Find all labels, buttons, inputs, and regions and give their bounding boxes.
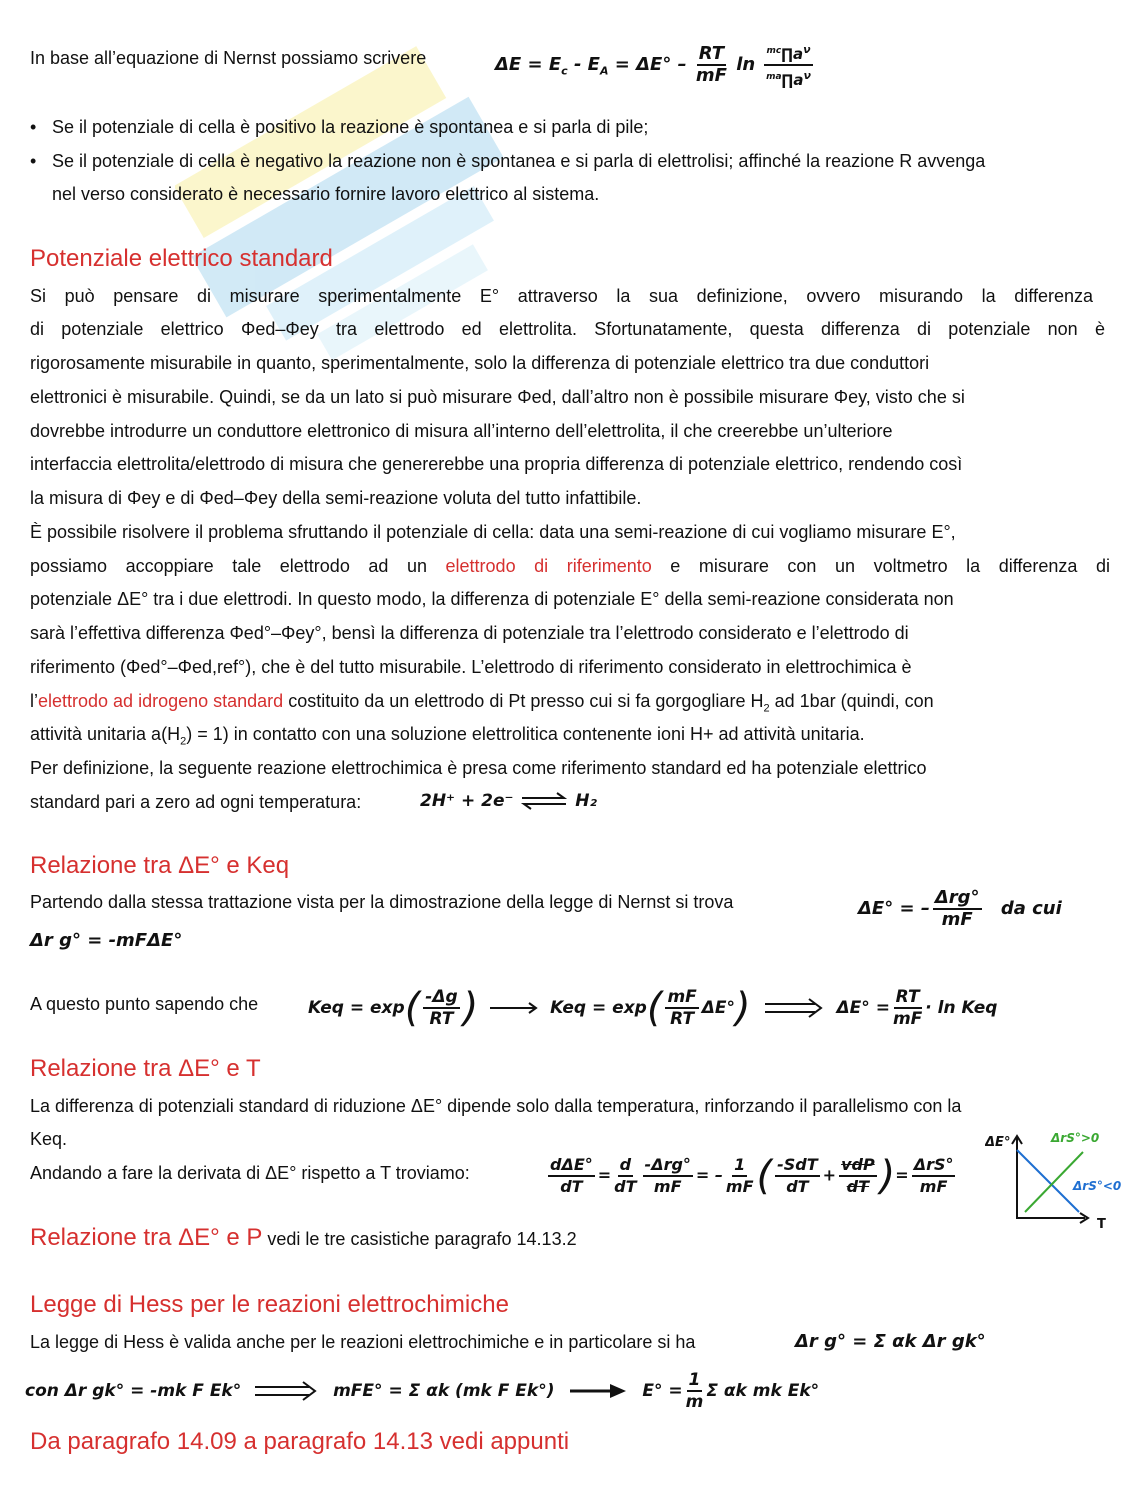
paragraph-line: elettronici è misurabile. Quindi, se da un lato si può misurare Φed, dall’altro non è possibile misurare Φey, visto che si bbox=[30, 387, 965, 407]
nernst-intro-text: In base all’equazione di Nernst possiamo scrivere bbox=[30, 48, 427, 68]
paragraph-line: di potenziale elettrico Φed–Φey tra elettrodo ed elettrolita. Sfortunatamente, questa differenza di potenziale non è bbox=[30, 319, 1105, 339]
equilibrium-arrows-icon bbox=[519, 791, 569, 811]
heading-pressure: Relazione tra ΔE° e P vedi le tre casistiche paragrafo 14.13.2 bbox=[30, 1224, 577, 1251]
paragraph-line: potenziale ΔE° tra i due elettrodi. In questo modo, la differenza di potenziale E° della semi-reazione considerata non bbox=[30, 589, 954, 609]
heading-keq: Relazione tra ΔE° e Keq bbox=[30, 852, 290, 879]
paragraph-line: Keq. bbox=[30, 1129, 68, 1149]
bullet-2-continued: nel verso considerato è necessario fornire lavoro elettrico al sistema. bbox=[52, 184, 600, 204]
bullet-symbol: • bbox=[30, 117, 37, 137]
formula-keq-chain: Keq = exp( $\frac{-\Delta g}{RT}$ ) Keq = exp( $\frac{mF}{RT}$ ΔE°) ΔE° = $\frac{RT}{mF}$ · ln Keq bbox=[308, 985, 998, 1031]
paragraph-line: interfaccia elettrolita/elettrodo di misura che genererebbe una propria differenza di potenziale elettrico, rendendo così bbox=[30, 454, 963, 474]
paragraph-line: Per definizione, la seguente reazione elettrochimica è presa come riferimento standard ed ha potenziale elettrico bbox=[30, 758, 927, 778]
paragraph-line: La legge di Hess è valida anche per le reazioni elettrochimiche e in particolare si ha bbox=[30, 1332, 696, 1352]
paragraph-line: dovrebbe introdurre un conduttore elettronico di misura all’interno dell’elettrolita, il che creerebbe un’ulteriore bbox=[30, 421, 893, 441]
formula-gibbs: Δr g° = -mFΔE° bbox=[30, 930, 183, 951]
bullet-2: Se il potenziale di cella è negativo la reazione non è spontanea e si parla di elettrolisi; affinché la reazione R avvenga bbox=[52, 151, 986, 171]
paragraph-line: rigorosamente misurabile in quanto, sperimentalmente, solo la differenza di potenziale elettrico tra due conduttori bbox=[30, 353, 930, 373]
paragraph-line: sarà l’effettiva differenza Φed°–Φey°, bensì la differenza di potenziale tra l’elettrodo considerato e l’elettrodo di bbox=[30, 623, 909, 643]
paragraph-line: attività unitaria $a(H_2) = 1$) in contatto con una soluzione elettrolitica contenente ioni H+ ad attività unitaria. bbox=[30, 724, 865, 748]
graph-line-negative bbox=[1017, 1150, 1079, 1212]
heading-temperature: Relazione tra ΔE° e T bbox=[30, 1055, 261, 1082]
highlight-elettrodo-idrogeno: elettrodo ad idrogeno standard bbox=[38, 691, 284, 711]
paragraph-line: Andando a fare la derivata di ΔE° rispetto a T troviamo: bbox=[30, 1163, 470, 1183]
paragraph-line: riferimento (Φed°–Φed,ref°), che è del tutto misurabile. L’elettrodo di riferimento considerato in elettrochimica è bbox=[30, 657, 912, 677]
reference-reaction: 2H⁺ + 2e⁻ H₂ bbox=[420, 791, 597, 811]
deltaE-vs-T-graph bbox=[985, 1120, 1125, 1232]
formula-hess-chain: con Δr gk° = -mk F Ek° mFE° = Σ αk (mk F Ek°) E° = $\frac{1}{m}$ Σ αk mk Ek° bbox=[25, 1370, 820, 1412]
paragraph-line: Partendo dalla stessa trattazione vista per la dimostrazione della legge di Nernst si trova bbox=[30, 892, 734, 912]
graph-axes bbox=[1017, 1138, 1085, 1218]
formula-derivative-T: $\frac{\text{dΔE°}}{dT}$ = $\frac{d}{dT}$ $\frac{\text{-Δrg°}}{mF}$ = – $\frac{1}{mF}$ ( $\frac{\text{-SdT}}{dT}$ + $\frac{\text{vdP}}{dT}$ )= $\frac{\text{ΔrS°}}{mF}$ bbox=[550, 1153, 954, 1199]
implies-arrow-icon bbox=[253, 1381, 321, 1401]
bullet-1: Se il potenziale di cella è positivo la reazione è spontanea e si parla di pile; bbox=[52, 117, 649, 137]
bullet-symbol: • bbox=[30, 151, 37, 171]
graph-label-negative: ΔrS°<0 bbox=[1073, 1179, 1122, 1193]
paragraph-line: A questo punto sapendo che bbox=[30, 994, 259, 1014]
paragraph-line: È possibile risolvere il problema sfruttando il potenziale di cella: data una semi-reazione di cui vogliamo misurare E°, bbox=[30, 522, 956, 542]
paragraph-line: standard pari a zero ad ogni temperatura: bbox=[30, 792, 362, 812]
heading-appunti: Da paragrafo 14.09 a paragrafo 14.13 vedi appunti bbox=[30, 1428, 570, 1455]
graph-label-positive: ΔrS°>0 bbox=[1051, 1131, 1100, 1145]
paragraph-line-with-highlight: possiamo accoppiare tale elettrodo ad un elettrodo di riferimento e misurare con un voltmetro la differenza di bbox=[30, 556, 1110, 576]
formula-hess: Δr g° = Σ αk Δr gk° bbox=[795, 1331, 986, 1352]
pressure-note: vedi le tre casistiche paragrafo 14.13.2 bbox=[262, 1229, 577, 1249]
nernst-formula: $\Delta E = E_c - E_A = \Delta E^\circ$ – $\frac{RT}{mF}$ ln $\frac{^{mc}\prod a^\nu}{^{ma}\prod a^\nu}$ bbox=[495, 40, 816, 90]
paragraph-line: La differenza di potenziali standard di riduzione ΔE° dipende solo dalla temperatura, rinforzando il parallelismo con la bbox=[30, 1096, 962, 1116]
heading-potenziale: Potenziale elettrico standard bbox=[30, 245, 333, 272]
paragraph-line: la misura di Φey e di Φed–Φey della semi-reazione voluta del tutto infattibile. bbox=[30, 488, 642, 508]
implies-arrow-icon bbox=[763, 998, 825, 1018]
solid-arrow-icon bbox=[568, 1383, 628, 1399]
paragraph-line-with-highlight: l’elettrodo ad idrogeno standard costituito da un elettrodo di Pt presso cui si fa gorgogliare $H_2$ ad 1bar (quindi, con bbox=[30, 691, 934, 715]
graph-x-label: T bbox=[1097, 1217, 1106, 1232]
paragraph-line: Si può pensare di misurare sperimentalmente E° attraverso la sua definizione, ovvero misurando la differenza bbox=[30, 286, 1093, 306]
highlight-elettrodo-riferimento: elettrodo di riferimento bbox=[445, 556, 652, 576]
heading-hess: Legge di Hess per le reazioni elettrochimiche bbox=[30, 1291, 509, 1318]
graph-y-label: ΔE° bbox=[985, 1135, 1011, 1150]
formula-deltaE-from-gibbs: ΔE° = – $\frac{\text{Δrg°}}{mF}$ da cui bbox=[858, 887, 1062, 930]
arrow-right-icon bbox=[488, 1001, 540, 1015]
